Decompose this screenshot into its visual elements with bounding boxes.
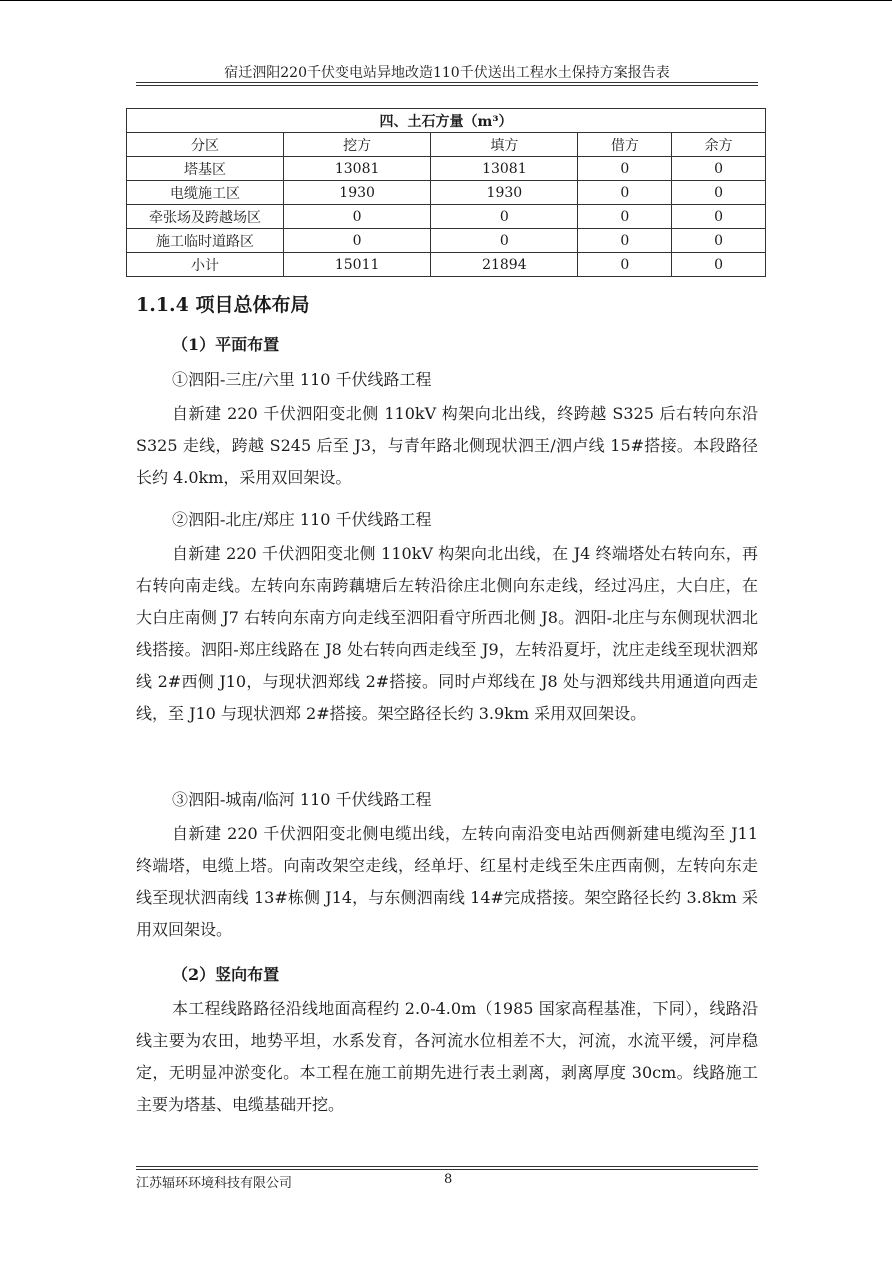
table-cell: 1930 [284,181,431,205]
table-row [127,229,766,253]
column-header: 挖方 [284,133,431,157]
table-cell: 0 [578,157,672,181]
subheading-plan-layout: （1）平面布置 [172,335,280,354]
table-cell: 牵张场及跨越场区 [127,205,284,229]
table-cell: 13081 [284,157,431,181]
header-rule-2 [136,85,758,86]
table-cell: 21894 [431,253,578,277]
table-cell: 0 [672,157,766,181]
table-cell: 0 [672,229,766,253]
table-cell: 0 [284,229,431,253]
table-cell: 电缆施工区 [127,181,284,205]
paragraph-item-3: 自新建 220 千伏泗阳变北侧电缆出线，左转向南沿变电站西侧新建电缆沟至 J11 终端塔，电缆上塔。向南改架空走线，经单圩、红星村走线至朱庄西南侧，左转向东走线至现状泗南线 13#栋侧 J14，与东侧泗南线 14#完成搭接。架空路径长约 3.8km 采用双回架设。 [136,824,758,939]
footer-rule [136,1166,758,1167]
table-row-subtotal [127,253,766,277]
table-cell: 小计 [127,253,284,277]
table-cell: 1930 [431,181,578,205]
table-cell: 0 [672,205,766,229]
column-header: 余方 [672,133,766,157]
table-cell: 塔基区 [127,157,284,181]
page-number: 8 [444,1172,453,1187]
table-cell: 0 [578,253,672,277]
table-row [127,181,766,205]
footer-rule-2 [136,1169,758,1170]
table-cell: 13081 [431,157,578,181]
table-cell: 0 [578,205,672,229]
column-header: 填方 [431,133,578,157]
table-cell: 0 [578,181,672,205]
section-heading: 1.1.4 项目总体布局 [136,294,310,316]
paragraph-vertical: 本工程线路路径沿线地面高程约 2.0-4.0m（1985 国家高程基准，下同），线路沿线主要为农田，地势平坦，水系发育，各河流水位相差不大，河流，水流平缓，河岸稳定，无明显冲淤变化。本工程在施工前期先进行表土剥离，剥离厚度 30cm。线路施工主要为塔基、电缆基础开挖。 [136,999,758,1114]
table-cell: 0 [284,205,431,229]
paragraph-item-1: 自新建 220 千伏泗阳变北侧 110kV 构架向北出线，终跨越 S325 后右转向东沿 S325 走线，跨越 S245 后至 J3，与青年路北侧现状泗王/泗卢线 15#搭接。本段路径长约 4.0km，采用双回架设。 [136,404,758,487]
table-row [127,157,766,181]
subheading-vertical-layout: （2）竖向布置 [172,965,280,984]
item-title-3: ③泗阳-城南/临河 110 千伏线路工程 [172,790,432,809]
table-header-row [127,133,766,157]
item-title-2: ②泗阳-北庄/郑庄 110 千伏线路工程 [172,510,432,529]
column-header: 借方 [578,133,672,157]
table-cell: 0 [431,229,578,253]
footer-company: 江苏辐环环境科技有限公司 [136,1176,293,1191]
header-rule [136,82,758,83]
earthwork-table [126,108,766,277]
paragraph-item-2: 自新建 220 千伏泗阳变北侧 110kV 构架向北出线，在 J4 终端塔处右转向东，再右转向南走线。左转向东南跨藕塘后左转沿徐庄北侧向东走线，经过冯庄，大白庄，在大白庄南侧 J7 右转向东南方向走线至泗阳看守所西北侧 J8。泗阳-北庄与东侧现状泗北线搭接。泗阳-郑庄线路在 J8 处右转向西走线至 J9，左转沿夏圩，沈庄走线至现状泗郑线 2#西侧 J10，与现状泗郑线 2#搭接。同时卢郑线在 J8 处与泗郑线共用通道向西走线，至 J10 与现状泗郑 2#搭接。架空路径长约 3.9km 采用双回架设。 [136,544,758,723]
item-title-1: ①泗阳-三庄/六里 110 千伏线路工程 [172,370,432,389]
column-header: 分区 [127,133,284,157]
table-cell: 0 [578,229,672,253]
table-cell: 0 [431,205,578,229]
table-cell: 0 [672,253,766,277]
page-header-title: 宿迁泗阳220千伏变电站异地改造110千伏送出工程水土保持方案报告表 [224,65,670,81]
table-title: 四、土石方量（m³） [127,109,766,133]
table-cell: 0 [672,181,766,205]
table-cell: 施工临时道路区 [127,229,284,253]
table-cell: 15011 [284,253,431,277]
table-title-row [127,109,766,133]
table-row [127,205,766,229]
